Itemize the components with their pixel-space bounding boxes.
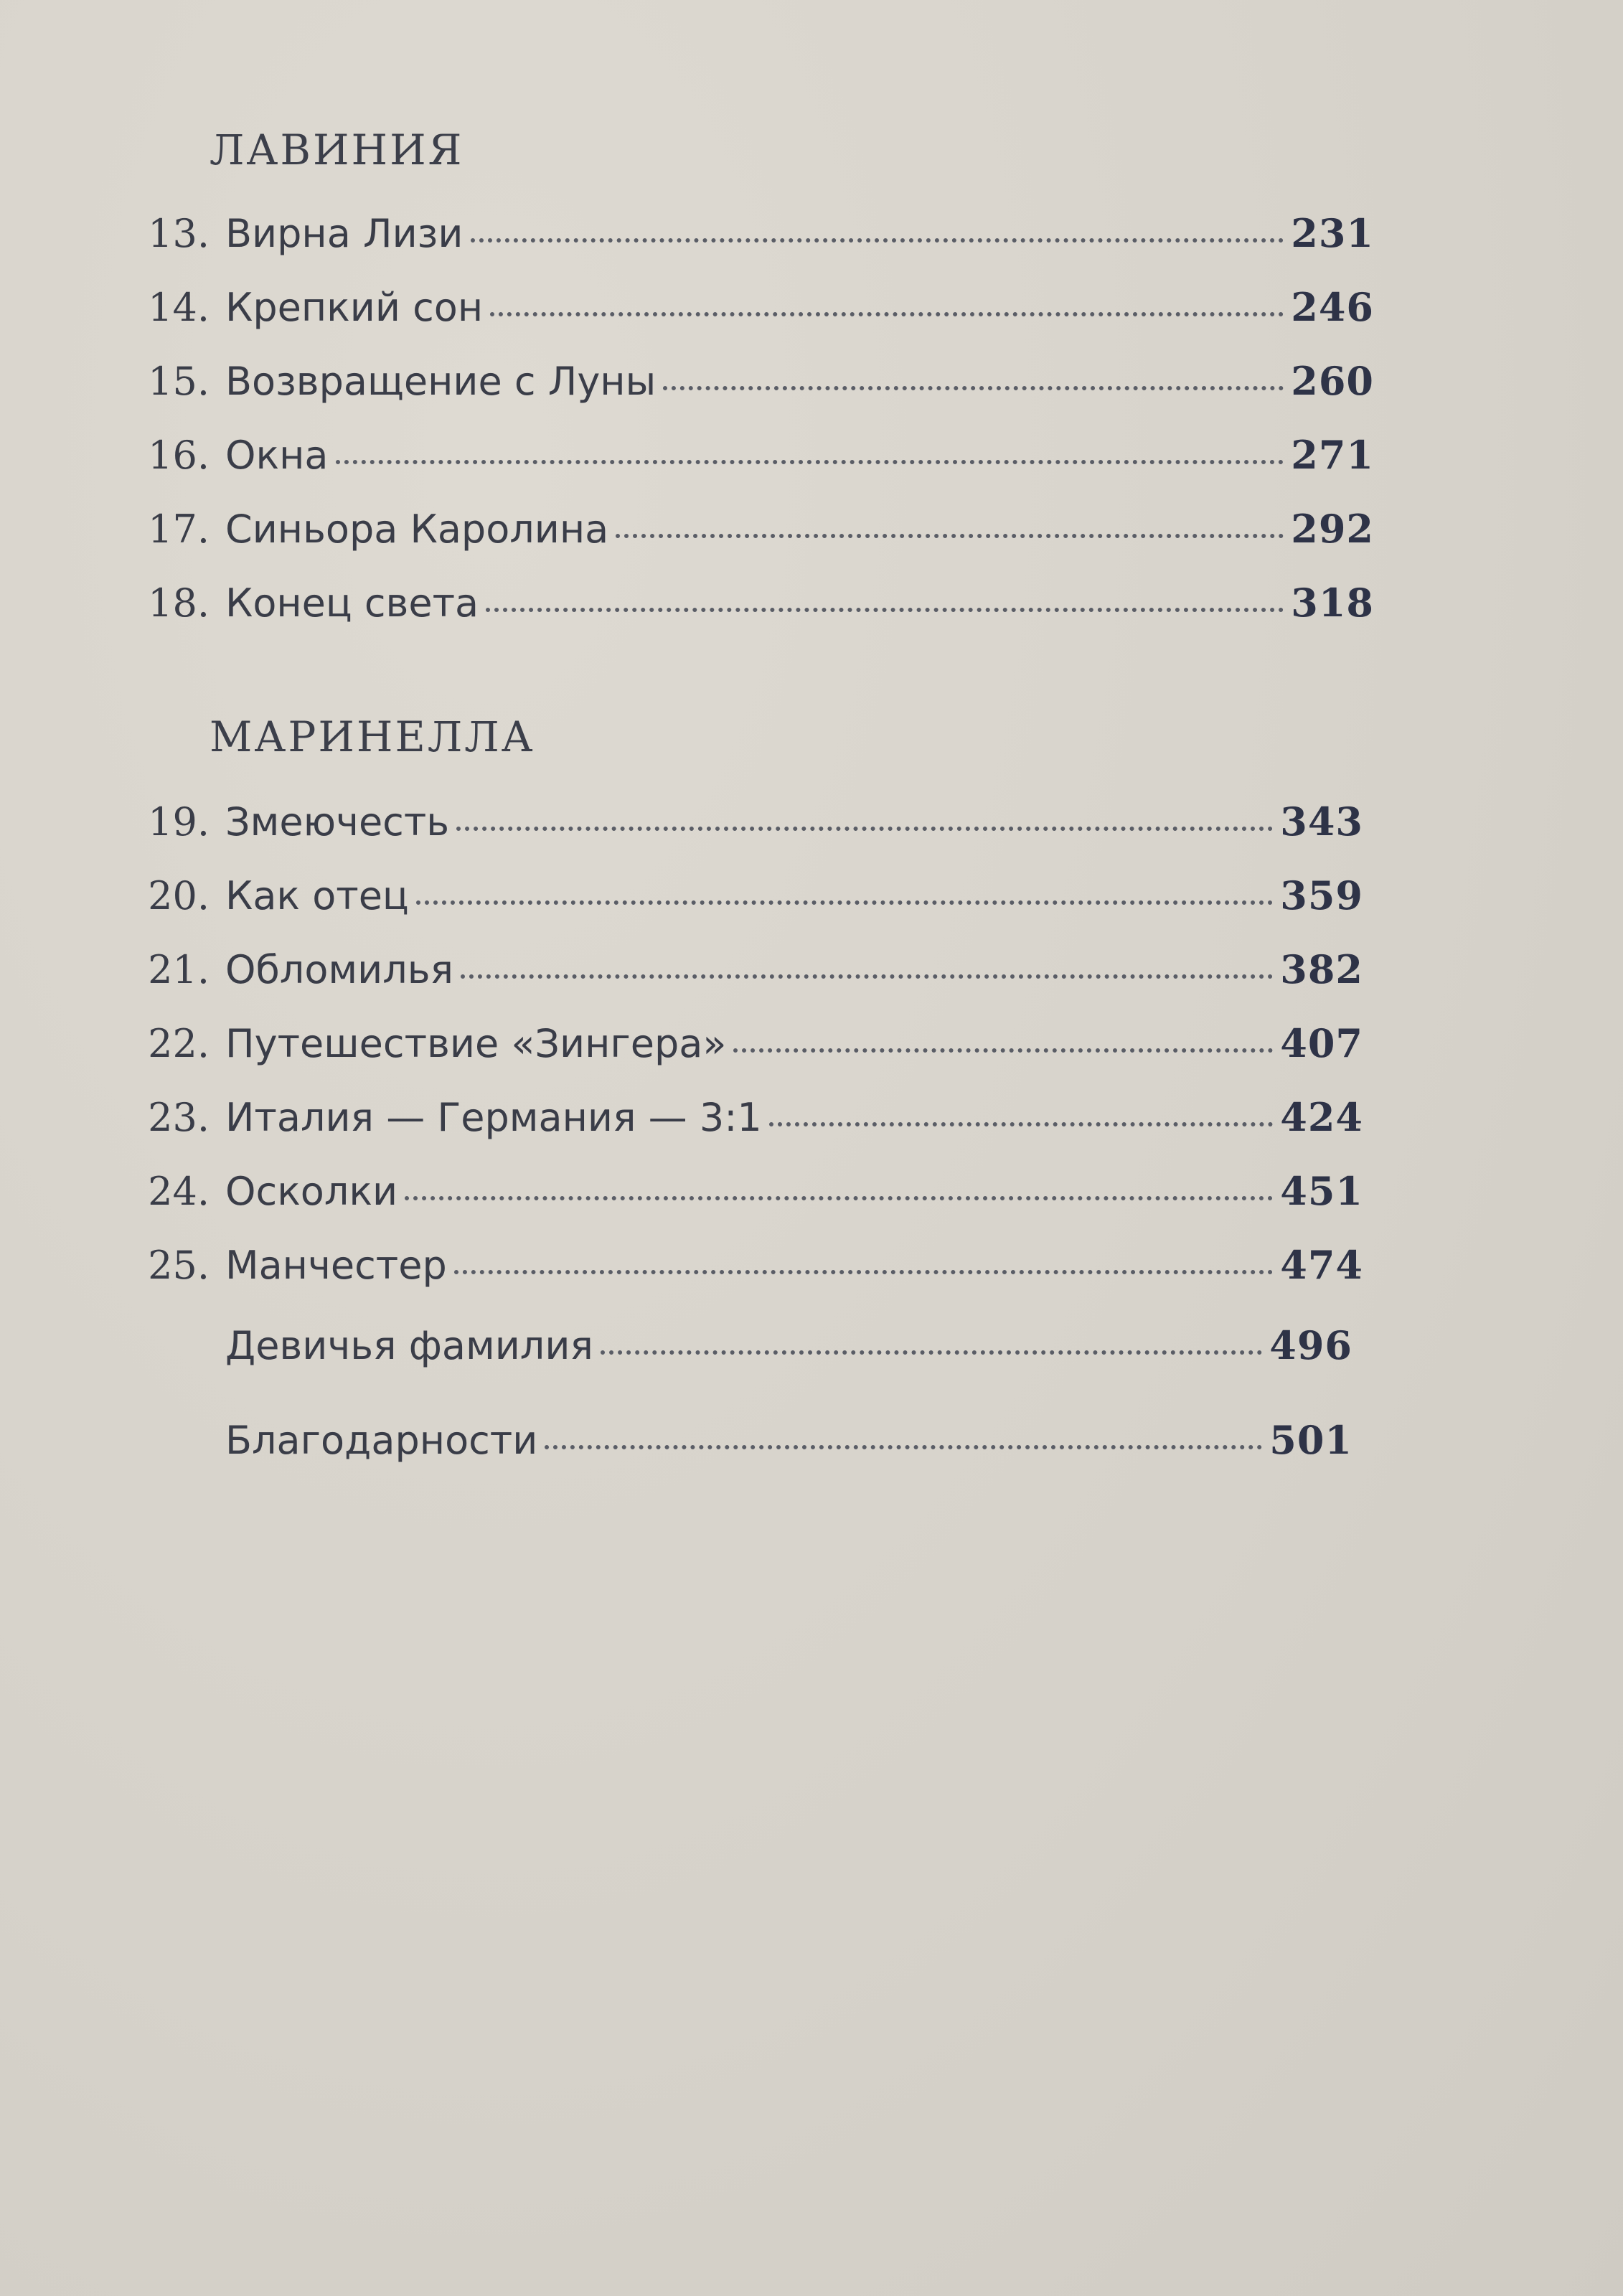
toc-entry [133, 210, 1374, 288]
page-number: 246 [1291, 284, 1374, 330]
dot-leader [601, 1350, 1262, 1355]
chapter-title: Манчестер [225, 1243, 447, 1288]
chapter-title: Возвращение с Луны [225, 359, 657, 404]
page-number: 407 [1280, 1020, 1363, 1066]
page-number: 231 [1291, 210, 1374, 256]
chapter-title: Окна [225, 433, 329, 478]
chapter-title: Девичья фамилия [225, 1323, 593, 1368]
dot-leader [461, 974, 1273, 979]
toc-list-marinella [133, 799, 1363, 1319]
page-number: 496 [1269, 1322, 1352, 1368]
toc-list-lavinia [133, 210, 1374, 657]
dot-leader [663, 386, 1284, 390]
page-number: 501 [1269, 1417, 1352, 1463]
page-number: 359 [1280, 872, 1363, 918]
toc-entry [133, 1168, 1363, 1246]
chapter-title: Благодарности [225, 1418, 538, 1463]
dot-leader [456, 827, 1273, 831]
chapter-number: 20. [148, 873, 210, 918]
chapter-number: 17. [148, 507, 210, 552]
dot-leader [769, 1122, 1274, 1126]
section-heading-marinella: МАРИНЕЛЛА [210, 712, 535, 761]
dot-leader [490, 312, 1284, 316]
dot-leader [416, 900, 1274, 905]
chapter-title: Осколки [225, 1169, 398, 1214]
chapter-number: 14. [148, 285, 210, 330]
chapter-title: Конец света [225, 580, 479, 626]
page-number: 424 [1280, 1094, 1363, 1140]
page-number: 451 [1280, 1168, 1363, 1214]
toc-entry [133, 284, 1374, 362]
chapter-number: 19. [148, 799, 210, 844]
chapter-number: 24. [148, 1169, 210, 1214]
chapter-title: Вирна Лизи [225, 211, 464, 256]
toc-entry [133, 432, 1374, 509]
dot-leader [336, 460, 1284, 464]
chapter-title: Путешествие «Зингера» [225, 1021, 727, 1066]
toc-entry [133, 580, 1374, 657]
chapter-number: 25. [148, 1243, 210, 1288]
toc-entry [133, 1242, 1363, 1319]
page-number: 382 [1280, 946, 1363, 992]
page-number: 260 [1291, 358, 1374, 404]
dot-leader [733, 1048, 1273, 1053]
toc-entry [133, 1094, 1363, 1172]
dot-leader [616, 534, 1284, 538]
toc-entry [133, 1417, 1352, 1495]
chapter-number: 22. [148, 1021, 210, 1066]
chapter-title: Обломилья [225, 947, 454, 992]
toc-entry [133, 506, 1374, 583]
toc-entry [133, 358, 1374, 436]
dot-leader [471, 238, 1284, 243]
dot-leader [454, 1270, 1274, 1274]
section-heading-lavinia: ЛАВИНИЯ [210, 126, 464, 174]
toc-entry [133, 872, 1363, 950]
chapter-number: 18. [148, 580, 210, 626]
page-number: 343 [1280, 799, 1363, 844]
chapter-number: 15. [148, 359, 210, 404]
toc-list-extras [133, 1322, 1352, 1495]
page-number: 271 [1291, 432, 1374, 478]
toc-entry [133, 1322, 1352, 1421]
chapter-title: Как отец [225, 873, 409, 918]
chapter-title: Италия — Германия — 3:1 [225, 1095, 762, 1140]
chapter-number: 13. [148, 211, 210, 256]
dot-leader [486, 608, 1284, 612]
page-number: 292 [1291, 506, 1374, 552]
chapter-number: 21. [148, 947, 210, 992]
chapter-title: Крепкий сон [225, 285, 484, 330]
toc-entry [133, 1020, 1363, 1098]
chapter-title: Синьора Каролина [225, 507, 609, 552]
dot-leader [405, 1196, 1273, 1200]
chapter-title: Змеючесть [225, 799, 450, 844]
chapter-number: 16. [148, 433, 210, 478]
page-number: 318 [1291, 580, 1374, 626]
dot-leader [545, 1445, 1262, 1449]
toc-entry [133, 799, 1363, 876]
page-number: 474 [1280, 1242, 1363, 1288]
chapter-number: 23. [148, 1095, 210, 1140]
toc-entry [133, 946, 1363, 1024]
